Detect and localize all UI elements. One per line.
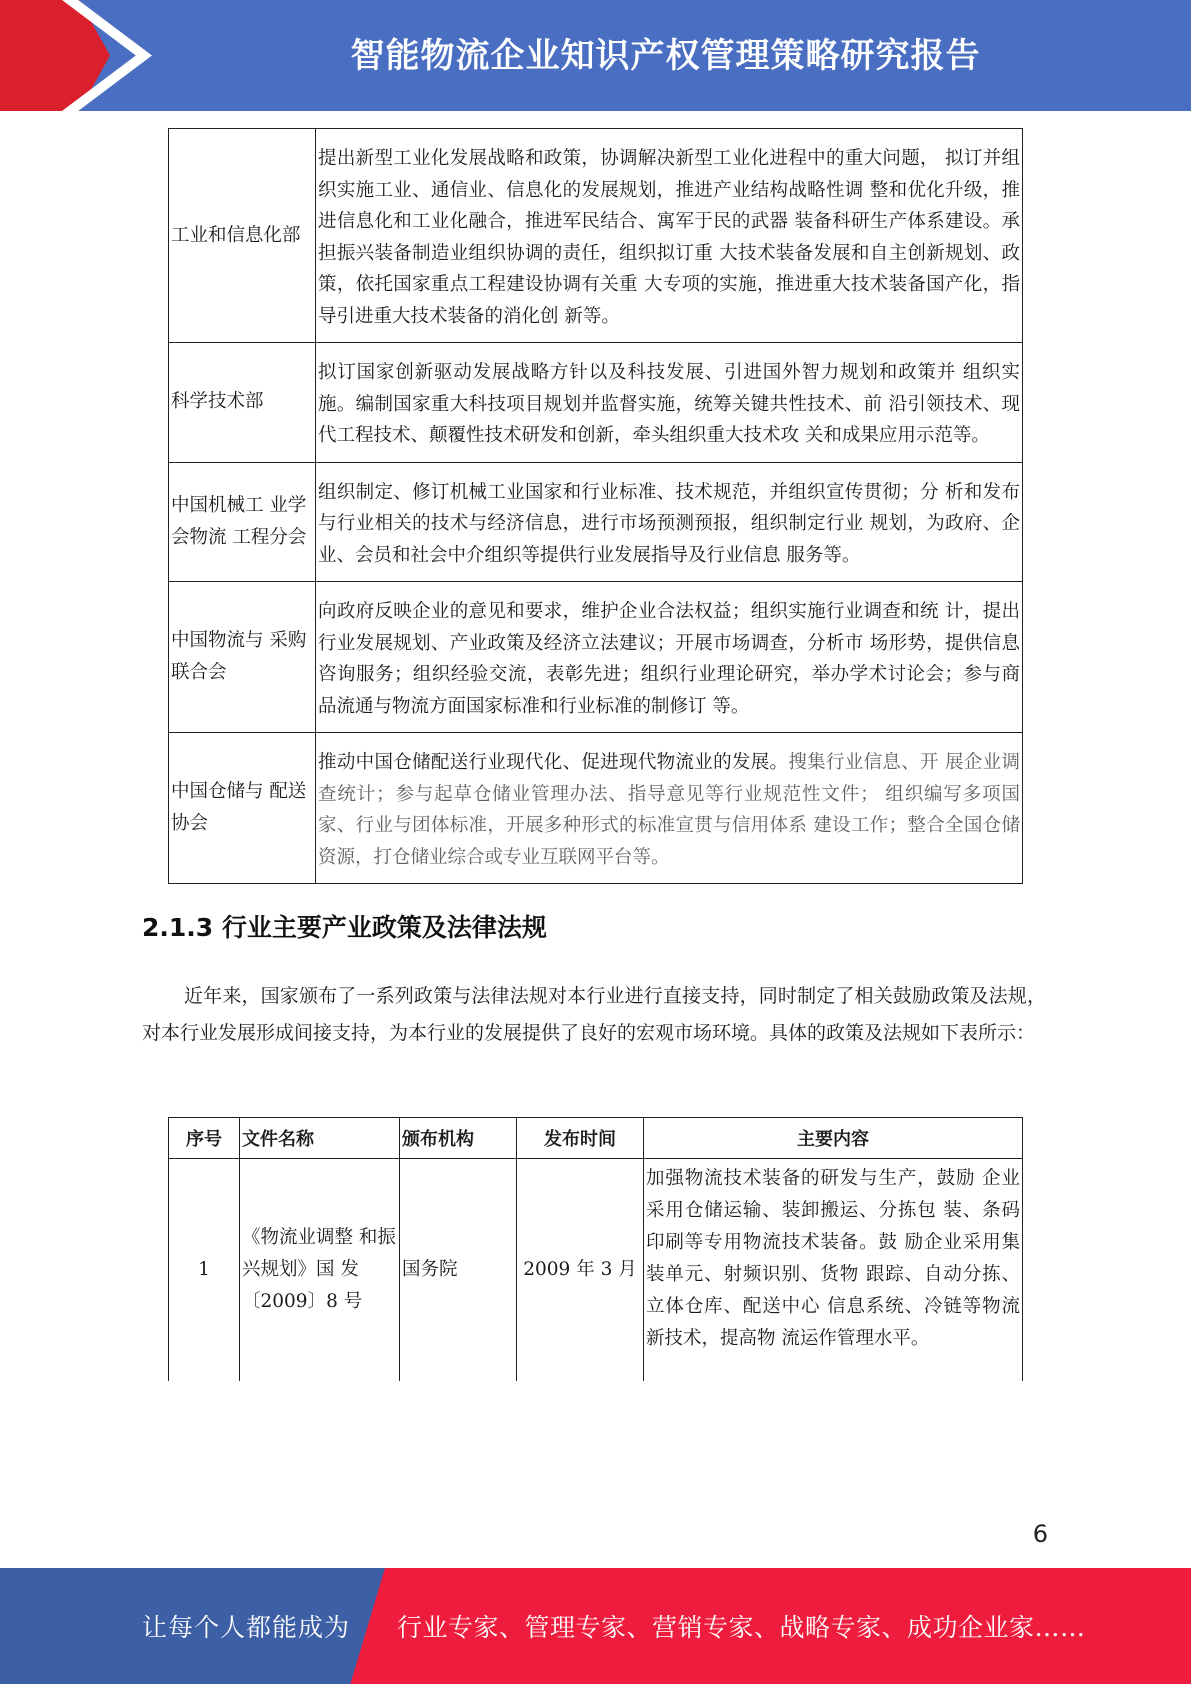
department-name: 中国物流与 采购联合会	[169, 582, 316, 733]
row-doc: 《物流业调整 和振兴规划》国 发〔2009〕8 号	[240, 1159, 400, 1382]
department-description	[316, 733, 1023, 884]
page-header	[0, 0, 1191, 111]
row-content: 加强物流技术装备的研发与生产，鼓励 企业采用仓储运输、装卸搬运、分拣包 装、条码印刷等专用物流技术装备。鼓 励企业采用集装单元、射频识别、货物 跟踪、自动分拣、立体仓库、配送中心 信息系统、冷链等物流新技术，提高物 流运作管理水平。	[644, 1159, 1023, 1382]
department-description: 提出新型工业化发展战略和政策，协调解决新型工业化进程中的重大问题， 拟订并组织实施工业、通信业、信息化的发展规划，推进产业结构战略性调 整和优化升级，推进信息化和工业化融合，推进军民结合、寓军于民的武器 装备科研生产体系建设。承担振兴装备制造业组织协调的责任，组织拟订重 大技术装备发展和自主创新规划、政策，依托国家重点工程建设协调有关重 大专项的实施，推进重大技术装备国产化，指导引进重大技术装备的消化创 新等。	[316, 129, 1023, 343]
footer-slogan-left: 让每个人都能成为	[142, 1613, 351, 1642]
header-content: 主要内容	[644, 1118, 1023, 1159]
row-no: 1	[169, 1159, 240, 1382]
department-name: 中国仓储与 配送协会	[169, 733, 316, 884]
department-description: 向政府反映企业的意见和要求，维护企业合法权益；组织实施行业调查和统 计，提出行业发展规划、产业政策及经济立法建议；开展市场调查，分析市 场形势，提供信息咨询服务；组织经验交流，表彰先进；组织行业理论研究，举办学术讨论会；参与商品流通与物流方面国家标准和行业标准的制修订 等。	[316, 582, 1023, 733]
table-row	[169, 129, 1023, 343]
page-footer	[0, 1568, 1191, 1684]
department-name: 中国机械工 业学会物流 工程分会	[169, 462, 316, 582]
table-header-row	[169, 1118, 1023, 1159]
header-issuer: 颁布机构	[400, 1118, 517, 1159]
department-description: 组织制定、修订机械工业国家和行业标准、技术规范，并组织宣传贯彻；分 析和发布与行业相关的技术与经济信息，进行市场预测预报，组织制定行业 规划，为政府、企业、会员和社会中介组织等提供行业发展指导及行业信息 服务等。	[316, 462, 1023, 582]
header-doc: 文件名称	[240, 1118, 400, 1159]
footer-slogan-right: 行业专家、管理专家、营销专家、战略专家、成功企业家……	[397, 1613, 1086, 1642]
department-description: 拟订国家创新驱动发展战略方针以及科技发展、引进国外智力规划和政策并 组织实施。编制国家重大科技项目规划并监督实施，统筹关键共性技术、前 沿引领技术、现代工程技术、颠覆性技术研发和创新，牵头组织重大技术攻 关和成果应用示范等。	[316, 343, 1023, 463]
department-name: 工业和信息化部	[169, 129, 316, 343]
table-row	[169, 462, 1023, 582]
row-issuer: 国务院	[400, 1159, 517, 1382]
description-main: 推动中国仓储配送行业现代化、促进现代物流业的发展。	[318, 752, 789, 773]
department-name: 科学技术部	[169, 343, 316, 463]
row-date: 2009 年 3 月	[517, 1159, 644, 1382]
table-row	[169, 1159, 1023, 1382]
departments-table	[168, 128, 1023, 884]
section-heading: 2.1.3 行业主要产业政策及法律法规	[142, 913, 547, 942]
description-muted: 搜集行业信息、开 展企业调查统计；参与起草仓储业管理办法、指导意见等行业规范性文件； 组织编写多项国家、行业与团体标准，开展多种形式的标准宣贯与信用体系 建设工作；整合全国仓储资源，打仓储业综合或专业互联网平台等。	[318, 752, 1020, 868]
header-no: 序号	[169, 1118, 240, 1159]
table-row	[169, 343, 1023, 463]
header-date: 发布时间	[517, 1118, 644, 1159]
section-paragraph: 近年来，国家颁布了一系列政策与法律法规对本行业进行直接支持，同时制定了相关鼓励政策及法规，对本行业发展形成间接支持，为本行业的发展提供了良好的宏观市场环境。具体的政策及法规如下表所示：	[142, 985, 1046, 1044]
table-row	[169, 582, 1023, 733]
table-row	[169, 733, 1023, 884]
page-number: 6	[1032, 1520, 1048, 1548]
report-title: 智能物流企业知识产权管理策略研究报告	[350, 36, 981, 76]
policy-table	[168, 1117, 1023, 1381]
